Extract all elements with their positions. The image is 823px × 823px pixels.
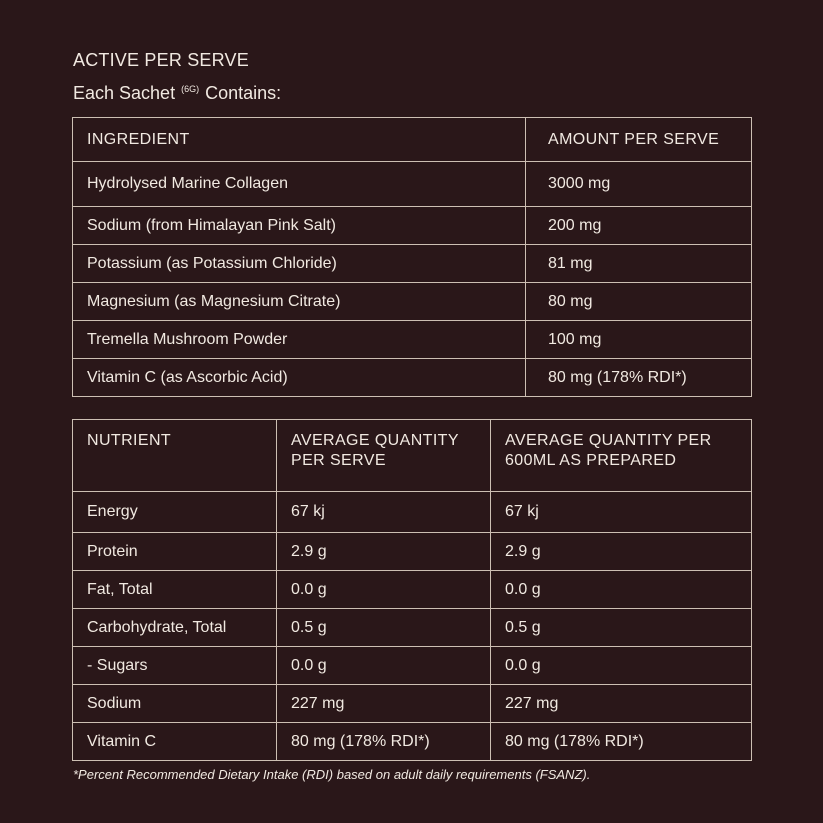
table-header-row [73,118,752,162]
nutrient-per-600ml: 80 mg (178% RDI*) [491,723,752,761]
table-row [73,321,752,359]
ingredient-name: Sodium (from Himalayan Pink Salt) [73,207,526,245]
table-row [73,723,752,761]
ingredient-name: Vitamin C (as Ascorbic Acid) [73,359,526,397]
nutrient-name: Vitamin C [73,723,277,761]
column-header-nutrient: NUTRIENT [73,420,277,492]
nutrient-per-600ml: 2.9 g [491,533,752,571]
column-header-ingredient: INGREDIENT [73,118,526,162]
table-row [73,359,752,397]
subheading-suffix: Contains: [205,83,282,103]
ingredient-name: Magnesium (as Magnesium Citrate) [73,283,526,321]
ingredient-amount: 80 mg [526,283,752,321]
nutrient-per-600ml: 227 mg [491,685,752,723]
ingredient-amount: 80 mg (178% RDI*) [526,359,752,397]
table-row [73,647,752,685]
nutrient-per-600ml: 0.5 g [491,609,752,647]
nutrient-per-serve: 2.9 g [277,533,491,571]
rdi-footnote: *Percent Recommended Dietary Intake (RDI) based on adult daily requirements (FSANZ). [73,767,591,782]
ingredient-amount: 81 mg [526,245,752,283]
nutrient-per-serve: 0.0 g [277,647,491,685]
nutrient-name: Carbohydrate, Total [73,609,277,647]
table-row [73,283,752,321]
nutrition-table [72,419,752,761]
nutrient-per-600ml: 0.0 g [491,647,752,685]
column-header-per-600ml: AVERAGE QUANTITY PER 600ML AS PREPARED [491,420,752,492]
nutrient-per-serve: 0.0 g [277,571,491,609]
ingredient-amount: 3000 mg [526,162,752,207]
nutrient-per-serve: 227 mg [277,685,491,723]
ingredient-amount: 100 mg [526,321,752,359]
column-header-amount: AMOUNT PER SERVE [526,118,752,162]
nutrient-per-600ml: 67 kj [491,492,752,533]
ingredient-name: Tremella Mushroom Powder [73,321,526,359]
sachet-weight-superscript: (6G) [181,84,200,94]
table-row [73,207,752,245]
table-row [73,533,752,571]
nutrient-name: - Sugars [73,647,277,685]
table-row [73,245,752,283]
column-header-per-serve: AVERAGE QUANTITY PER SERVE [277,420,491,492]
section-subheading [73,79,281,103]
nutrient-name: Protein [73,533,277,571]
table-row [73,162,752,207]
nutrient-per-serve: 67 kj [277,492,491,533]
table-header-row [73,420,752,492]
table-row [73,685,752,723]
nutrient-per-serve: 0.5 g [277,609,491,647]
nutrient-name: Sodium [73,685,277,723]
ingredient-name: Potassium (as Potassium Chloride) [73,245,526,283]
ingredient-amount: 200 mg [526,207,752,245]
table-row [73,492,752,533]
subheading-prefix: Each Sachet [73,83,176,103]
ingredient-name: Hydrolysed Marine Collagen [73,162,526,207]
nutrient-per-600ml: 0.0 g [491,571,752,609]
nutrient-name: Fat, Total [73,571,277,609]
ingredients-table [72,117,752,397]
nutrient-name: Energy [73,492,277,533]
table-row [73,571,752,609]
table-row [73,609,752,647]
nutrient-per-serve: 80 mg (178% RDI*) [277,723,491,761]
section-heading: ACTIVE PER SERVE [73,50,249,70]
